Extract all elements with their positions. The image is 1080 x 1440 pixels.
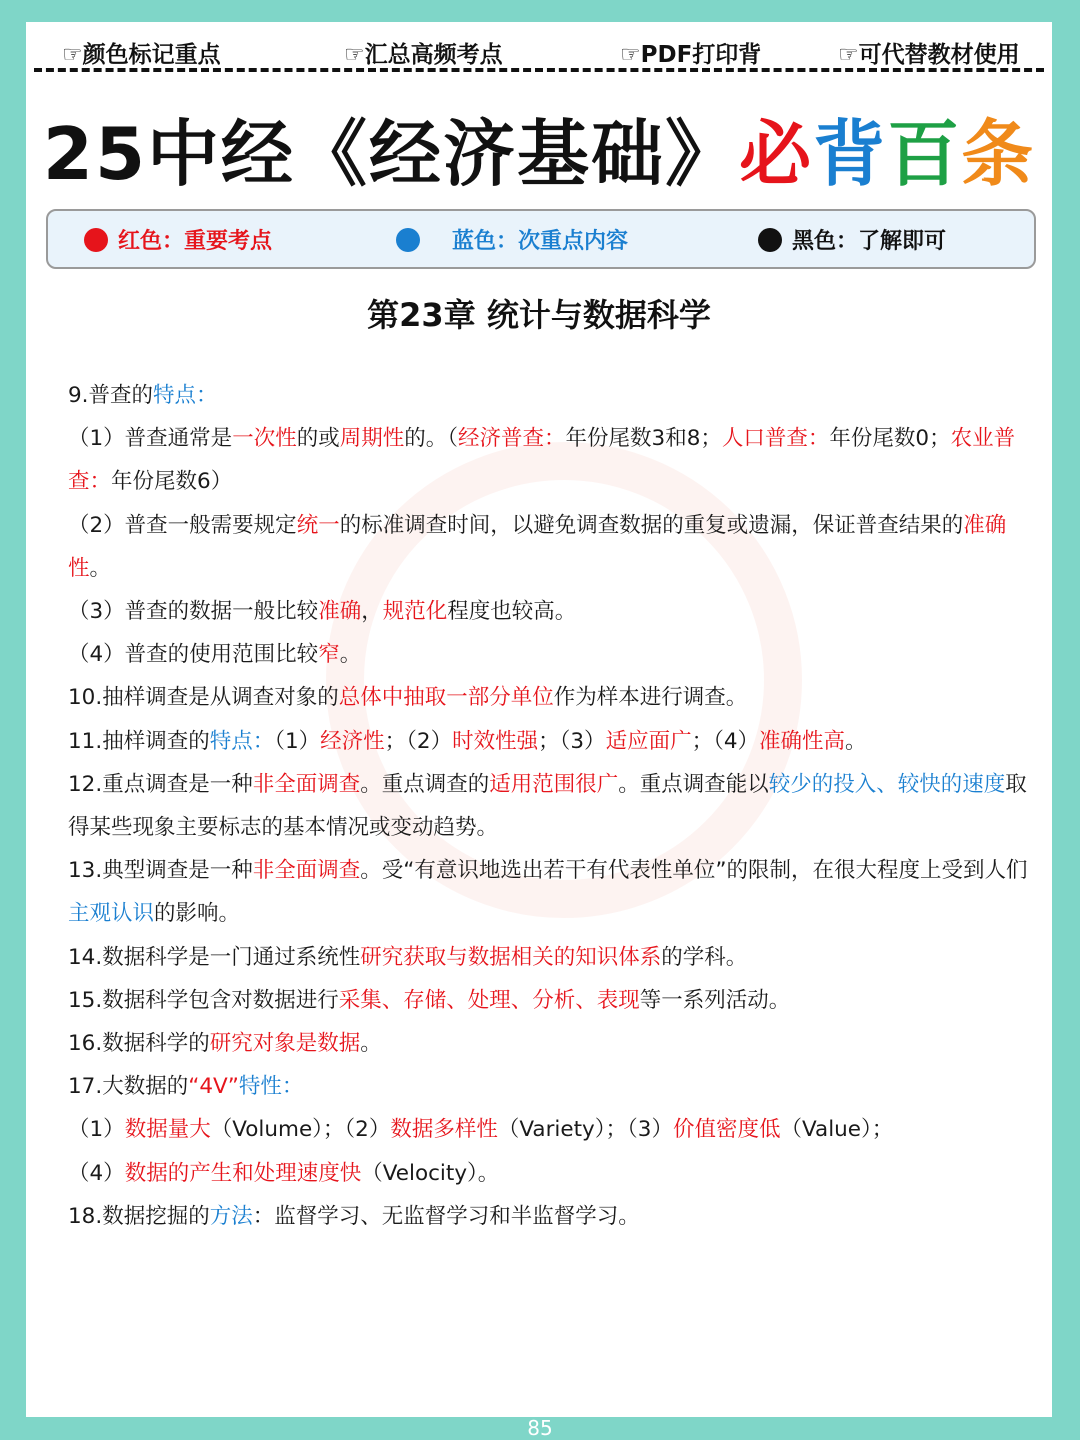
title-char-4: 条 xyxy=(961,112,1036,196)
item-16: 16.数据科学的研究对象是数据。 xyxy=(68,1031,382,1057)
blue-dot-icon xyxy=(396,228,420,252)
legend-black-label: 黑色：了解即可 xyxy=(792,229,947,254)
chapter-title: 第23章 统计与数据科学 xyxy=(367,296,711,334)
legend-red xyxy=(84,224,272,255)
page-number: 85 xyxy=(527,1416,553,1440)
item-9-3: （3）普查的数据一般比较准确，规范化程度也较高。 xyxy=(68,599,577,625)
item-12: 12.重点调查是一种非全面调查。重点调查的适用范围很广。重点调查能以较少的投入、较快的速度取得某些现象主要标志的基本情况或变动趋势。 xyxy=(68,771,1027,841)
title-char-3: 百 xyxy=(887,112,962,196)
item-17: 17.大数据的“4V”特性： xyxy=(68,1074,304,1100)
item-9-4: （4）普查的使用范围比较窄。 xyxy=(68,642,362,668)
title-main-text: 25中经《经济基础》 xyxy=(42,112,740,196)
title-char-1: 必 xyxy=(739,112,814,196)
legend-red-label: 红色：重要考点 xyxy=(118,229,273,254)
red-dot-icon xyxy=(84,228,108,252)
content-body xyxy=(68,374,1028,1238)
legend-blue-label: 蓝色：次重点内容 xyxy=(452,229,629,254)
item-9-1: （1）普查通常是一次性的或周期性的。（经济普查：年份尾数3和8；人口普查：年份尾数0；农业普查：年份尾数6） xyxy=(68,426,1016,495)
item-10: 10.抽样调查是从调查对象的总体中抽取一部分单位作为样本进行调查。 xyxy=(68,685,748,711)
tag-high-frequency: ☞汇总高频考点 xyxy=(344,42,503,68)
document-page xyxy=(26,22,1052,1417)
item-17-1: （1）数据量大（Volume）；（2）数据多样性（Variety）；（3）价值密度低（Value）； xyxy=(68,1117,894,1143)
item-15: 15.数据科学包含对数据进行采集、存储、处理、分析、表现等一系列活动。 xyxy=(68,987,791,1013)
color-legend xyxy=(46,209,1036,269)
item-9: 9.普查的特点： xyxy=(68,383,218,408)
main-title xyxy=(26,96,1052,200)
legend-blue xyxy=(396,224,628,255)
tag-pdf-print: ☞PDF打印背 xyxy=(620,42,762,68)
item-14: 14.数据科学是一门通过系统性研究获取与数据相关的知识体系的学科。 xyxy=(68,944,748,970)
item-13: 13.典型调查是一种非全面调查。受“有意识地选出若干有代表性单位”的限制，在很大程度上受到人们主观认识的影响。 xyxy=(68,858,1028,927)
dashed-divider xyxy=(34,68,1044,72)
item-11: 11.抽样调查的特点：（1）经济性；（2）时效性强；（3）适应面广；（4）准确性高。 xyxy=(68,728,867,754)
black-dot-icon xyxy=(758,228,782,252)
item-17-2: （4）数据的产生和处理速度快（Velocity）。 xyxy=(68,1160,500,1186)
item-18: 18.数据挖掘的方法：监督学习、无监督学习和半监督学习。 xyxy=(68,1203,640,1229)
title-char-2: 背 xyxy=(813,112,888,196)
tag-textbook-replacement: ☞可代替教材使用 xyxy=(838,42,1020,68)
item-9-2: （2）普查一般需要规定统一的标准调查时间，以避免调查数据的重复或遗漏，保证普查结果的准确性。 xyxy=(68,512,1007,581)
legend-black xyxy=(758,224,946,255)
tag-color-marking: ☞颜色标记重点 xyxy=(62,42,221,68)
